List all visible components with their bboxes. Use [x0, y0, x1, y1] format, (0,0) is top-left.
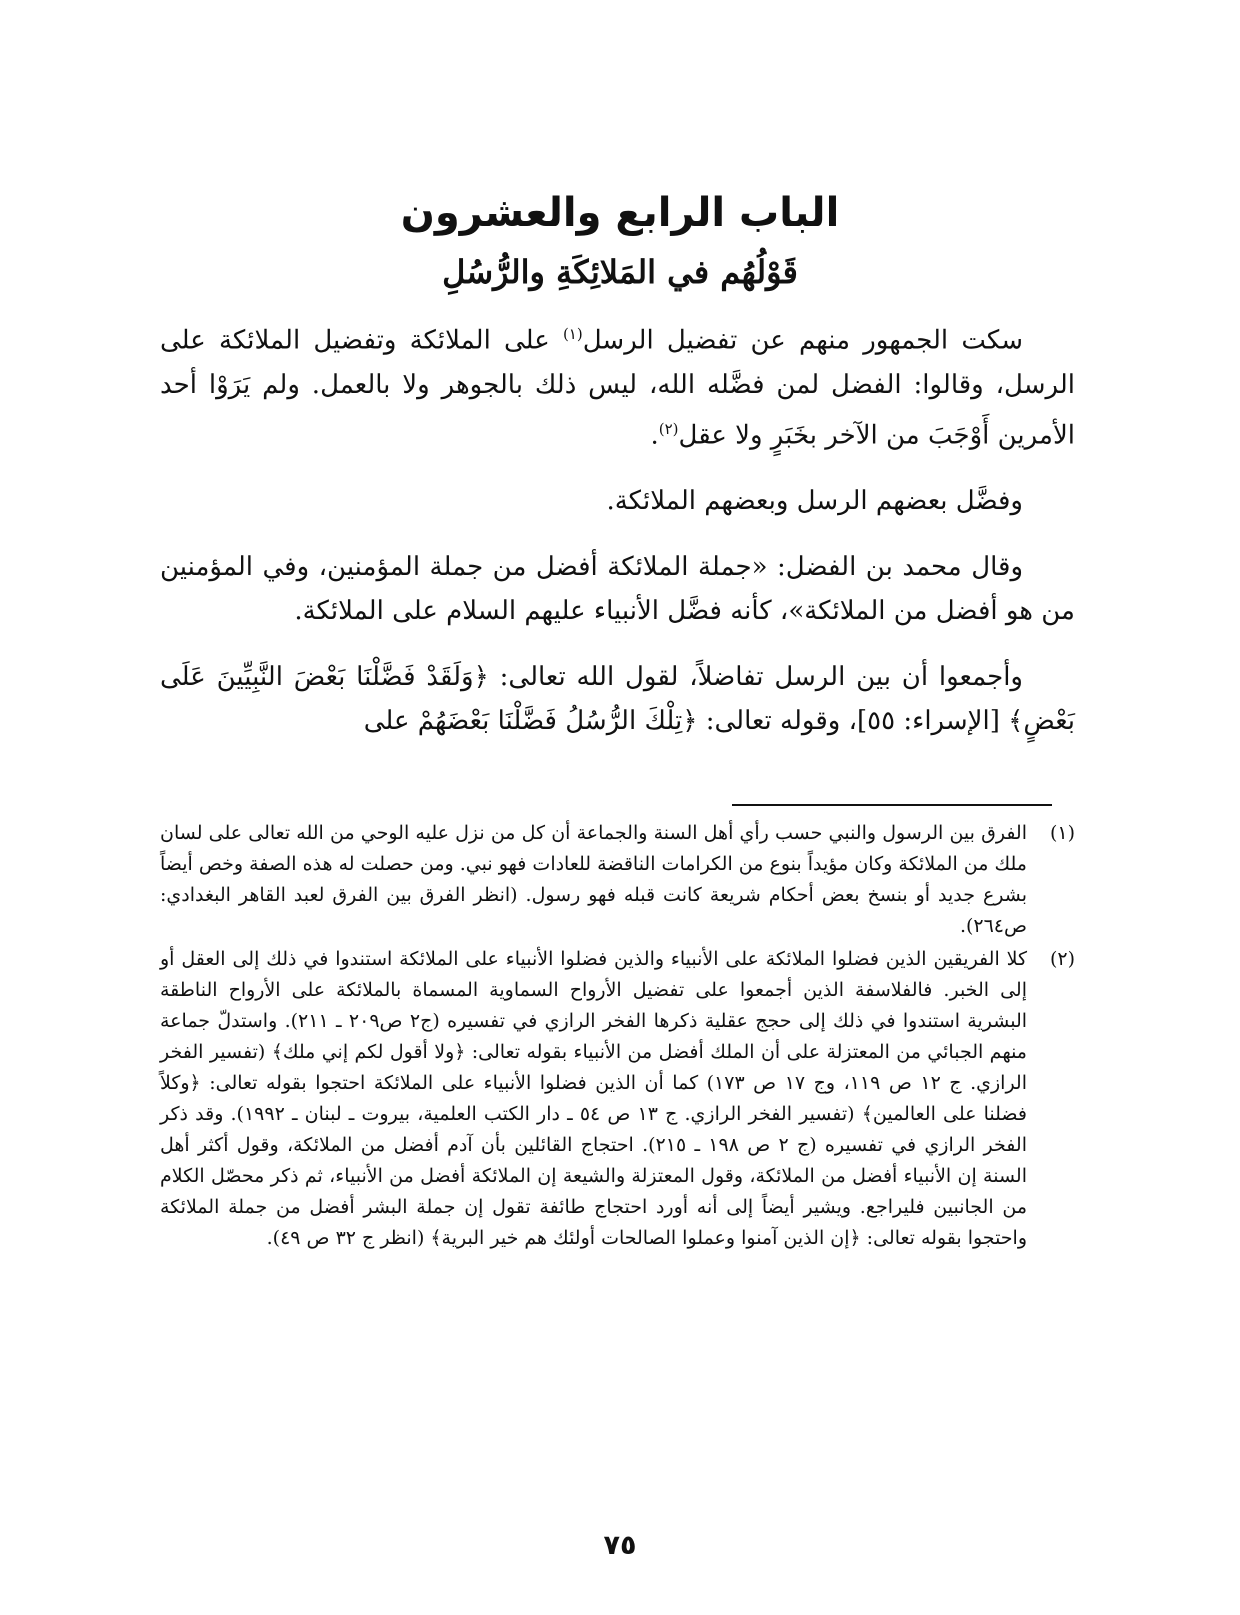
- paragraph: وقال محمد بن الفضل: «جملة الملائكة أفضل من جملة المؤمنين، وفي المؤمنين من هو أفضل من الملائكة»، كأنه فضَّل الأنبياء عليهم السلام على الملائكة.: [160, 552, 1075, 627]
- chapter-subtitle: قَوْلُهُم في المَلائِكَةِ والرُّسُلِ: [442, 253, 798, 291]
- footnote-ref: (١): [562, 325, 583, 343]
- footnote: [160, 944, 1075, 1254]
- footnotes: [160, 818, 1075, 1256]
- paragraph-text: .: [650, 420, 659, 451]
- footnote-ref: (٢): [658, 419, 679, 438]
- footnote-text: كلا الفريقين الذين فضلوا الملائكة على الأنبياء والذين فضلوا الأنبياء على الملائكة استندوا في ذلك إلى العقل أو إلى الخبر. فالفلاسفة الذين أجمعوا على تفضيل الأرواح السماوية المسماة بالملائكة على الأرواح الناطقة البشرية استندوا في ذلك إلى حجج عقلية ذكرها الفخر الرازي في تفسيره (ج٢ ص٢٠٩ ـ ٢١١). واستدلّ جماعة منهم الجبائي من المعتزلة على أن الملك أفضل من الأنبياء بقوله تعالى: ﴿ولا أقول لكم إني ملك﴾ (تفسير الفخر الرازي. ج ١٢ ص ١١٩، وج ١٧ ص ١٧٣) كما أن الذين فضلوا الأنبياء على الملائكة احتجوا بقوله تعالى: ﴿وكلاً فضلنا على العالمين﴾ (تفسير الفخر الرازي. ج ١٣ ص ٥٤ ـ دار الكتب العلمية، بيروت ـ لبنان ـ ١٩٩٢). وقد ذكر الفخر الرازي في تفسيره (ج ٢ ص ١٩٨ ـ ٢١٥). احتجاج القائلين بأن آدم أفضل من الملائكة، وقول أكثر أهل السنة إن الأنبياء أفضل من الملائكة، وقول المعتزلة والشيعة إن الملائكة أفضل من الأنبياء، ثم ذكر محصّل الكلام من الجانبين فليراجع. ويشير أيضاً إلى أنه أورد احتجاج طائفة تقول إن جملة البشر أفضل من جملة الملائكة واحتجوا بقوله تعالى: ﴿إن الذين آمنوا وعملوا الصالحات أولئك هم خير البرية﴾ (انظر ج ٣٢ ص ٤٩).: [160, 948, 1028, 1249]
- footnote-separator: [732, 804, 1052, 806]
- footnote-marker: (١): [1049, 822, 1075, 844]
- page-number: ٧٥: [603, 1530, 637, 1561]
- footnote: [160, 818, 1075, 942]
- paragraph: وأجمعوا أن بين الرسل تفاضلاً، لقول الله تعالى: ﴿وَلَقَدْ فَضَّلْنَا بَعْضَ النَّبِيِّينَ عَلَى بَعْضٍ﴾ [الإسراء: ٥٥]، وقوله تعالى: ﴿تِلْكَ الرُّسُلُ فَضَّلْنَا بَعْضَهُمْ على: [160, 662, 1075, 737]
- chapter-title: الباب الرابع والعشرون: [400, 190, 840, 236]
- main-text: [160, 312, 1075, 765]
- footnote-marker: (٢): [1049, 948, 1075, 970]
- footnote-text: الفرق بين الرسول والنبي حسب رأي أهل السنة والجماعة أن كل من نزل عليه الوحي من الله تعالى على لسان ملك من الملائكة وكان مؤيداً بنوع من الكرامات الناقضة للعادات فهو نبي. ومن حصلت له هذه الصفة وخص أيضاً بشرع جديد أو بنسخ بعض أحكام شريعة كانت قبله فهو رسول. (انظر الفرق بين الفرق لعبد القاهر البغدادي: ص٢٦٤).: [160, 822, 1027, 937]
- paragraph: [160, 312, 1075, 457]
- paragraph: وفضَّل بعضهم الرسل وبعضهم الملائكة.: [606, 486, 1023, 517]
- paragraph-text: على الملائكة وتفضيل الملائكة على الرسل، وقالوا: الفضل لمن فضَّله الله، ليس ذلك بالجوهر ولا بالعمل. ولم يَرَوْا أحد الأمرين أَوْجَبَ من الآخر بخَبَرٍ ولا عقل: [160, 325, 1075, 451]
- paragraph-text: سكت الجمهور منهم عن تفضيل الرسل: [582, 325, 1023, 356]
